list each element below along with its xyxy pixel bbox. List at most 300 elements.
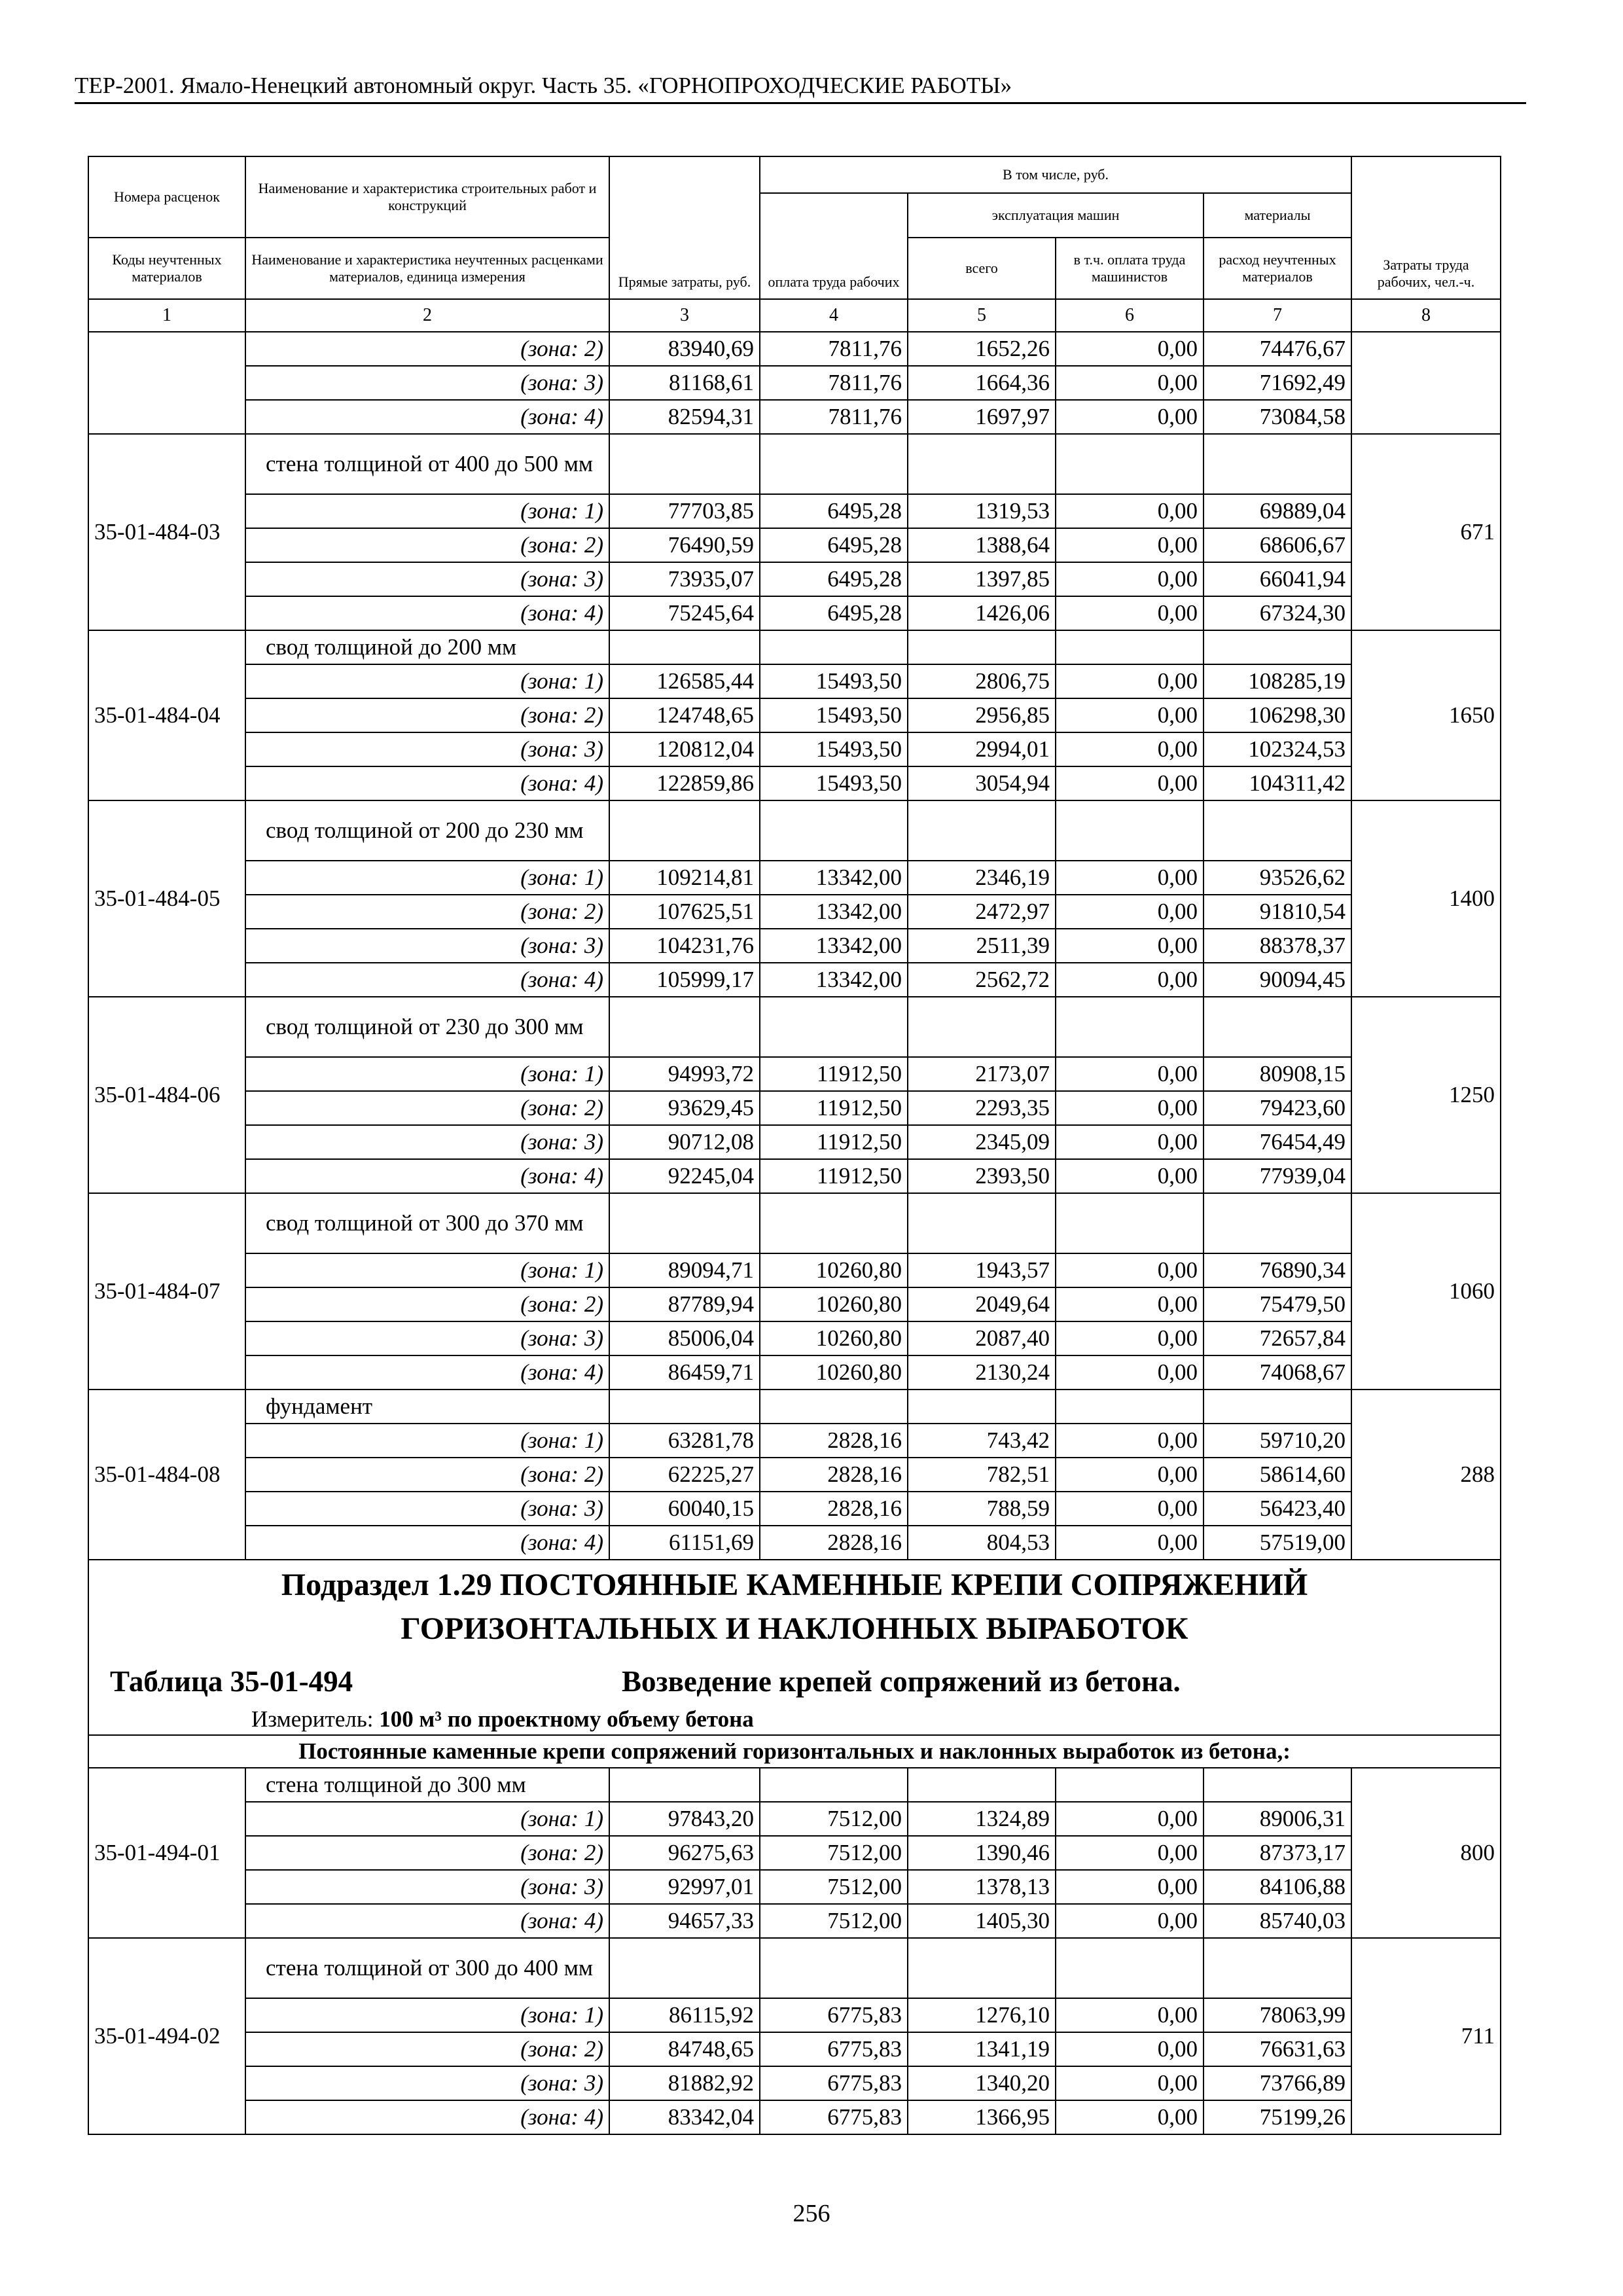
labor-hours (1351, 332, 1501, 434)
machine-cost: 788,59 (908, 1492, 1056, 1526)
zone-row (88, 732, 1501, 766)
zone-label: (зона: 2) (245, 332, 609, 366)
col7-header: расход неучтенных материалов (1204, 238, 1351, 299)
sub-caption-row-cell (88, 1735, 1501, 1768)
zone-row (88, 1159, 1501, 1193)
machine-cost (908, 434, 1056, 494)
zone-row (88, 400, 1501, 434)
labor-pay: 7512,00 (760, 1904, 908, 1938)
direct-cost: 85006,04 (609, 1321, 760, 1355)
direct-cost: 122859,86 (609, 766, 760, 800)
zone-row (88, 1802, 1501, 1836)
labor-pay (760, 1768, 908, 1802)
item-row (88, 630, 1501, 664)
labor-pay (760, 997, 908, 1057)
rate-code: 35-01-494-01 (88, 1768, 245, 1938)
material-cost: 76890,34 (1204, 1253, 1351, 1287)
zone-row (88, 596, 1501, 630)
zone-label: (зона: 1) (245, 1802, 609, 1836)
col-number: 6 (1056, 299, 1204, 332)
direct-cost: 94657,33 (609, 1904, 760, 1938)
zone-row (88, 1458, 1501, 1492)
direct-cost: 75245,64 (609, 596, 760, 630)
zone-row (88, 861, 1501, 895)
machinist-pay (1056, 997, 1204, 1057)
machinist-pay: 0,00 (1056, 698, 1204, 732)
col5-header: всего (908, 238, 1056, 299)
zone-row (88, 2066, 1501, 2100)
direct-cost: 94993,72 (609, 1057, 760, 1091)
material-cost: 73084,58 (1204, 400, 1351, 434)
labor-pay: 2828,16 (760, 1526, 908, 1560)
direct-cost: 62225,27 (609, 1458, 760, 1492)
direct-cost: 97843,20 (609, 1802, 760, 1836)
machine-cost: 2049,64 (908, 1287, 1056, 1321)
labor-pay: 13342,00 (760, 963, 908, 997)
machinist-pay: 0,00 (1056, 1321, 1204, 1355)
zone-row (88, 1492, 1501, 1526)
direct-cost: 107625,51 (609, 895, 760, 929)
zone-row (88, 1526, 1501, 1560)
machinist-pay: 0,00 (1056, 1091, 1204, 1125)
zone-row (88, 1125, 1501, 1159)
labor-hours: 711 (1351, 1938, 1501, 2134)
zone-label: (зона: 2) (245, 1458, 609, 1492)
material-cost: 76454,49 (1204, 1125, 1351, 1159)
direct-cost: 60040,15 (609, 1492, 760, 1526)
labor-pay: 10260,80 (760, 1253, 908, 1287)
zone-row (88, 332, 1501, 366)
direct-cost (609, 1390, 760, 1424)
section-title-row-2 (88, 1606, 1501, 1652)
zone-row (88, 1904, 1501, 1938)
labor-pay: 11912,50 (760, 1057, 908, 1091)
col-number: 5 (908, 299, 1056, 332)
material-cost: 76631,63 (1204, 2032, 1351, 2066)
labor-pay: 6775,83 (760, 2100, 908, 2134)
machinist-pay: 0,00 (1056, 1458, 1204, 1492)
zone-label: (зона: 1) (245, 664, 609, 698)
zone-row (88, 766, 1501, 800)
unit-line (94, 1705, 1495, 1734)
direct-cost: 126585,44 (609, 664, 760, 698)
col-number: 7 (1204, 299, 1351, 332)
machinist-pay: 0,00 (1056, 528, 1204, 562)
direct-cost: 81168,61 (609, 366, 760, 400)
item-row (88, 1193, 1501, 1253)
item-row (88, 800, 1501, 861)
zone-label: (зона: 2) (245, 2032, 609, 2066)
item-row (88, 1390, 1501, 1424)
col8-header: Затраты труда рабочих, чел.-ч. (1351, 156, 1501, 299)
material-cost: 74476,67 (1204, 332, 1351, 366)
rate-code: 35-01-484-05 (88, 800, 245, 997)
direct-cost: 92245,04 (609, 1159, 760, 1193)
col-number: 8 (1351, 299, 1501, 332)
col1-top: Номера расценок (88, 156, 245, 238)
material-cost: 104311,42 (1204, 766, 1351, 800)
item-name: свод толщиной от 230 до 300 мм (245, 997, 609, 1057)
material-cost (1204, 1938, 1351, 1998)
labor-pay: 11912,50 (760, 1159, 908, 1193)
direct-cost: 124748,65 (609, 698, 760, 732)
zone-label: (зона: 3) (245, 1870, 609, 1904)
direct-cost: 93629,45 (609, 1091, 760, 1125)
machinist-pay: 0,00 (1056, 1355, 1204, 1390)
sub-caption-row (88, 1735, 1501, 1768)
zone-label: (зона: 4) (245, 400, 609, 434)
material-cost: 74068,67 (1204, 1355, 1351, 1390)
direct-cost: 92997,01 (609, 1870, 760, 1904)
item-row (88, 434, 1501, 494)
direct-cost: 76490,59 (609, 528, 760, 562)
machinist-pay: 0,00 (1056, 1836, 1204, 1870)
material-cost: 68606,67 (1204, 528, 1351, 562)
page-header: ТЕР-2001. Ямало-Ненецкий автономный округ. Часть 35. «ГОРНОПРОХОДЧЕСКИЕ РАБОТЫ» (75, 69, 1526, 104)
machinist-pay (1056, 1938, 1204, 1998)
machine-cost (908, 630, 1056, 664)
zone-row (88, 1870, 1501, 1904)
materials-header: материалы (1204, 193, 1351, 238)
direct-cost (609, 630, 760, 664)
col4-header: оплата труда рабочих (760, 193, 908, 299)
zone-label: (зона: 2) (245, 895, 609, 929)
machinist-pay: 0,00 (1056, 766, 1204, 800)
machine-cost: 2472,97 (908, 895, 1056, 929)
direct-cost: 86115,92 (609, 1998, 760, 2032)
zone-row (88, 2100, 1501, 2134)
direct-cost: 83342,04 (609, 2100, 760, 2134)
labor-pay: 6495,28 (760, 596, 908, 630)
machinist-pay: 0,00 (1056, 1057, 1204, 1091)
direct-cost: 86459,71 (609, 1355, 760, 1390)
labor-pay: 6495,28 (760, 494, 908, 528)
item-name: свод толщиной до 200 мм (245, 630, 609, 664)
machinist-pay: 0,00 (1056, 400, 1204, 434)
machine-cost: 2994,01 (908, 732, 1056, 766)
machinist-pay (1056, 434, 1204, 494)
zone-label: (зона: 4) (245, 1526, 609, 1560)
material-cost: 108285,19 (1204, 664, 1351, 698)
col1-bottom: Коды неучтенных материалов (88, 238, 245, 299)
machinist-pay: 0,00 (1056, 1904, 1204, 1938)
material-cost: 89006,31 (1204, 1802, 1351, 1836)
material-cost: 79423,60 (1204, 1091, 1351, 1125)
rate-code: 35-01-484-04 (88, 630, 245, 800)
machinist-pay: 0,00 (1056, 1870, 1204, 1904)
labor-pay: 13342,00 (760, 895, 908, 929)
labor-pay: 6775,83 (760, 2066, 908, 2100)
machinist-pay: 0,00 (1056, 1125, 1204, 1159)
material-cost: 85740,03 (1204, 1904, 1351, 1938)
zone-label: (зона: 4) (245, 2100, 609, 2134)
material-cost: 106298,30 (1204, 698, 1351, 732)
direct-cost: 77703,85 (609, 494, 760, 528)
machine-cost: 1397,85 (908, 562, 1056, 596)
zone-row (88, 1057, 1501, 1091)
material-cost: 58614,60 (1204, 1458, 1351, 1492)
zone-row (88, 1253, 1501, 1287)
zone-label: (зона: 3) (245, 929, 609, 963)
direct-cost: 84748,65 (609, 2032, 760, 2066)
item-row (88, 1768, 1501, 1802)
material-cost: 57519,00 (1204, 1526, 1351, 1560)
machine-cost (908, 1390, 1056, 1424)
machinist-pay: 0,00 (1056, 1492, 1204, 1526)
zone-row (88, 1998, 1501, 2032)
labor-pay: 2828,16 (760, 1424, 908, 1458)
zone-label: (зона: 4) (245, 1355, 609, 1390)
machine-cost: 1378,13 (908, 1870, 1056, 1904)
incl-header: В том числе, руб. (760, 156, 1351, 193)
machine-cost (908, 800, 1056, 861)
zone-row (88, 562, 1501, 596)
column-numbers-row (88, 299, 1501, 332)
machine-cost: 1405,30 (908, 1904, 1056, 1938)
direct-cost: 63281,78 (609, 1424, 760, 1458)
machine-cost: 1276,10 (908, 1998, 1056, 2032)
zone-label: (зона: 4) (245, 963, 609, 997)
material-cost: 90094,45 (1204, 963, 1351, 997)
labor-pay: 15493,50 (760, 664, 908, 698)
direct-cost: 73935,07 (609, 562, 760, 596)
machine-cost: 2345,09 (908, 1125, 1056, 1159)
material-cost: 78063,99 (1204, 1998, 1351, 2032)
zone-row (88, 1091, 1501, 1125)
labor-pay: 7811,76 (760, 332, 908, 366)
material-cost: 67324,30 (1204, 596, 1351, 630)
machine-cost: 1652,26 (908, 332, 1056, 366)
item-row (88, 1938, 1501, 1998)
labor-pay (760, 434, 908, 494)
item-name: свод толщиной от 300 до 370 мм (245, 1193, 609, 1253)
machine-cost (908, 997, 1056, 1057)
labor-pay: 11912,50 (760, 1125, 908, 1159)
machinist-pay: 0,00 (1056, 1287, 1204, 1321)
labor-pay: 7811,76 (760, 400, 908, 434)
direct-cost (609, 434, 760, 494)
zone-row (88, 366, 1501, 400)
labor-pay: 10260,80 (760, 1355, 908, 1390)
labor-pay (760, 630, 908, 664)
labor-pay: 13342,00 (760, 861, 908, 895)
labor-hours: 1650 (1351, 630, 1501, 800)
zone-row (88, 664, 1501, 698)
header-row-1 (88, 156, 1501, 193)
direct-cost (609, 1938, 760, 1998)
material-cost: 84106,88 (1204, 1870, 1351, 1904)
material-cost: 71692,49 (1204, 366, 1351, 400)
machinist-pay: 0,00 (1056, 2032, 1204, 2066)
labor-hours: 288 (1351, 1390, 1501, 1560)
machinist-pay: 0,00 (1056, 1998, 1204, 2032)
material-cost (1204, 1193, 1351, 1253)
zone-label: (зона: 1) (245, 1253, 609, 1287)
machinist-pay: 0,00 (1056, 2066, 1204, 2100)
machinist-pay: 0,00 (1056, 732, 1204, 766)
labor-pay: 7512,00 (760, 1870, 908, 1904)
labor-pay: 6775,83 (760, 2032, 908, 2066)
direct-cost: 61151,69 (609, 1526, 760, 1560)
machine-cost (908, 1768, 1056, 1802)
table-caption-line (94, 1652, 1495, 1704)
col3-header: Прямые затраты, руб. (609, 156, 760, 299)
material-cost: 72657,84 (1204, 1321, 1351, 1355)
machinist-pay: 0,00 (1056, 596, 1204, 630)
material-cost: 88378,37 (1204, 929, 1351, 963)
material-cost: 77939,04 (1204, 1159, 1351, 1193)
zone-label: (зона: 1) (245, 1057, 609, 1091)
machine-cost: 2173,07 (908, 1057, 1056, 1091)
machinist-pay: 0,00 (1056, 366, 1204, 400)
material-cost (1204, 1390, 1351, 1424)
direct-cost: 83940,69 (609, 332, 760, 366)
labor-hours: 1400 (1351, 800, 1501, 997)
zone-row (88, 1355, 1501, 1390)
machinist-pay: 0,00 (1056, 895, 1204, 929)
machinist-pay: 0,00 (1056, 963, 1204, 997)
machinist-pay: 0,00 (1056, 1253, 1204, 1287)
zone-row (88, 1287, 1501, 1321)
zone-row (88, 698, 1501, 732)
labor-pay: 15493,50 (760, 732, 908, 766)
labor-pay (760, 1193, 908, 1253)
table-caption-row (88, 1652, 1501, 1704)
col-number: 4 (760, 299, 908, 332)
material-cost: 75199,26 (1204, 2100, 1351, 2134)
zone-label: (зона: 2) (245, 698, 609, 732)
material-cost: 73766,89 (1204, 2066, 1351, 2100)
zone-label: (зона: 4) (245, 596, 609, 630)
machinist-pay: 0,00 (1056, 494, 1204, 528)
item-name: стена толщиной до 300 мм (245, 1768, 609, 1802)
material-cost (1204, 997, 1351, 1057)
material-cost: 91810,54 (1204, 895, 1351, 929)
zone-label: (зона: 1) (245, 1424, 609, 1458)
material-cost: 93526,62 (1204, 861, 1351, 895)
material-cost: 66041,94 (1204, 562, 1351, 596)
machine-cost (908, 1938, 1056, 1998)
unit-row (88, 1704, 1501, 1735)
material-cost: 87373,17 (1204, 1836, 1351, 1870)
table-caption: Возведение крепей сопряжений из бетона. (622, 1665, 1181, 1698)
unit-label: Измеритель: (251, 1706, 380, 1732)
rate-code: 35-01-494-02 (88, 1938, 245, 2134)
zone-label: (зона: 3) (245, 366, 609, 400)
material-cost: 102324,53 (1204, 732, 1351, 766)
material-cost (1204, 800, 1351, 861)
item-name: стена толщиной от 400 до 500 мм (245, 434, 609, 494)
machinist-pay: 0,00 (1056, 1802, 1204, 1836)
section-title-2: ГОРИЗОНТАЛЬНЫХ И НАКЛОННЫХ ВЫРАБОТОК (401, 1611, 1188, 1646)
machine-cost: 1388,64 (908, 528, 1056, 562)
machines-header: эксплуатация машин (908, 193, 1204, 238)
zone-label: (зона: 3) (245, 1321, 609, 1355)
table-caption-row-cell (88, 1652, 1501, 1704)
zone-row (88, 1321, 1501, 1355)
zone-row (88, 929, 1501, 963)
machine-cost: 1341,19 (908, 2032, 1056, 2066)
machine-cost: 1426,06 (908, 596, 1056, 630)
machine-cost: 2393,50 (908, 1159, 1056, 1193)
machinist-pay (1056, 1390, 1204, 1424)
machine-cost: 1324,89 (908, 1802, 1056, 1836)
machinist-pay (1056, 1768, 1204, 1802)
unit-value: 100 м³ по проектному объему бетона (379, 1706, 754, 1732)
labor-pay: 10260,80 (760, 1287, 908, 1321)
machine-cost: 1390,46 (908, 1836, 1056, 1870)
rate-code: 35-01-484-03 (88, 434, 245, 630)
machine-cost: 1319,53 (908, 494, 1056, 528)
rate-code (88, 332, 245, 434)
zone-label: (зона: 2) (245, 1836, 609, 1870)
section-title: Подраздел 1.29 ПОСТОЯННЫЕ КАМЕННЫЕ КРЕПИ СОПРЯЖЕНИЙ (281, 1568, 1308, 1602)
labor-pay: 7512,00 (760, 1836, 908, 1870)
item-row (88, 997, 1501, 1057)
direct-cost: 96275,63 (609, 1836, 760, 1870)
direct-cost: 82594,31 (609, 400, 760, 434)
labor-pay: 6775,83 (760, 1998, 908, 2032)
labor-pay (760, 1938, 908, 1998)
machine-cost: 2087,40 (908, 1321, 1056, 1355)
material-cost (1204, 630, 1351, 664)
machine-cost: 1697,97 (908, 400, 1056, 434)
machine-cost: 782,51 (908, 1458, 1056, 1492)
machinist-pay: 0,00 (1056, 664, 1204, 698)
zone-label: (зона: 3) (245, 562, 609, 596)
machinist-pay (1056, 630, 1204, 664)
machine-cost: 1340,20 (908, 2066, 1056, 2100)
labor-pay: 15493,50 (760, 766, 908, 800)
labor-pay: 2828,16 (760, 1492, 908, 1526)
machinist-pay: 0,00 (1056, 1159, 1204, 1193)
labor-pay: 10260,80 (760, 1321, 908, 1355)
direct-cost: 120812,04 (609, 732, 760, 766)
material-cost: 75479,50 (1204, 1287, 1351, 1321)
zone-label: (зона: 3) (245, 2066, 609, 2100)
direct-cost: 89094,71 (609, 1253, 760, 1287)
labor-pay: 6495,28 (760, 562, 908, 596)
direct-cost (609, 1768, 760, 1802)
machinist-pay (1056, 1193, 1204, 1253)
direct-cost: 105999,17 (609, 963, 760, 997)
labor-hours: 800 (1351, 1768, 1501, 1938)
direct-cost: 87789,94 (609, 1287, 760, 1321)
machine-cost: 2346,19 (908, 861, 1056, 895)
labor-pay: 11912,50 (760, 1091, 908, 1125)
zone-row (88, 528, 1501, 562)
labor-pay: 2828,16 (760, 1458, 908, 1492)
zone-row (88, 1424, 1501, 1458)
machine-cost: 1366,95 (908, 2100, 1056, 2134)
labor-hours: 1250 (1351, 997, 1501, 1193)
col-number: 1 (88, 299, 245, 332)
material-cost: 59710,20 (1204, 1424, 1351, 1458)
zone-label: (зона: 4) (245, 766, 609, 800)
labor-pay (760, 1390, 908, 1424)
machine-cost: 2956,85 (908, 698, 1056, 732)
material-cost (1204, 1768, 1351, 1802)
zone-label: (зона: 3) (245, 1125, 609, 1159)
item-name: фундамент (245, 1390, 609, 1424)
labor-pay (760, 800, 908, 861)
labor-pay: 15493,50 (760, 698, 908, 732)
material-cost: 80908,15 (1204, 1057, 1351, 1091)
machine-cost: 2130,24 (908, 1355, 1056, 1390)
zone-row (88, 895, 1501, 929)
sub-caption: Постоянные каменные крепи сопряжений горизонтальных и наклонных выработок из бетона,: (298, 1738, 1291, 1764)
zone-row (88, 2032, 1501, 2066)
